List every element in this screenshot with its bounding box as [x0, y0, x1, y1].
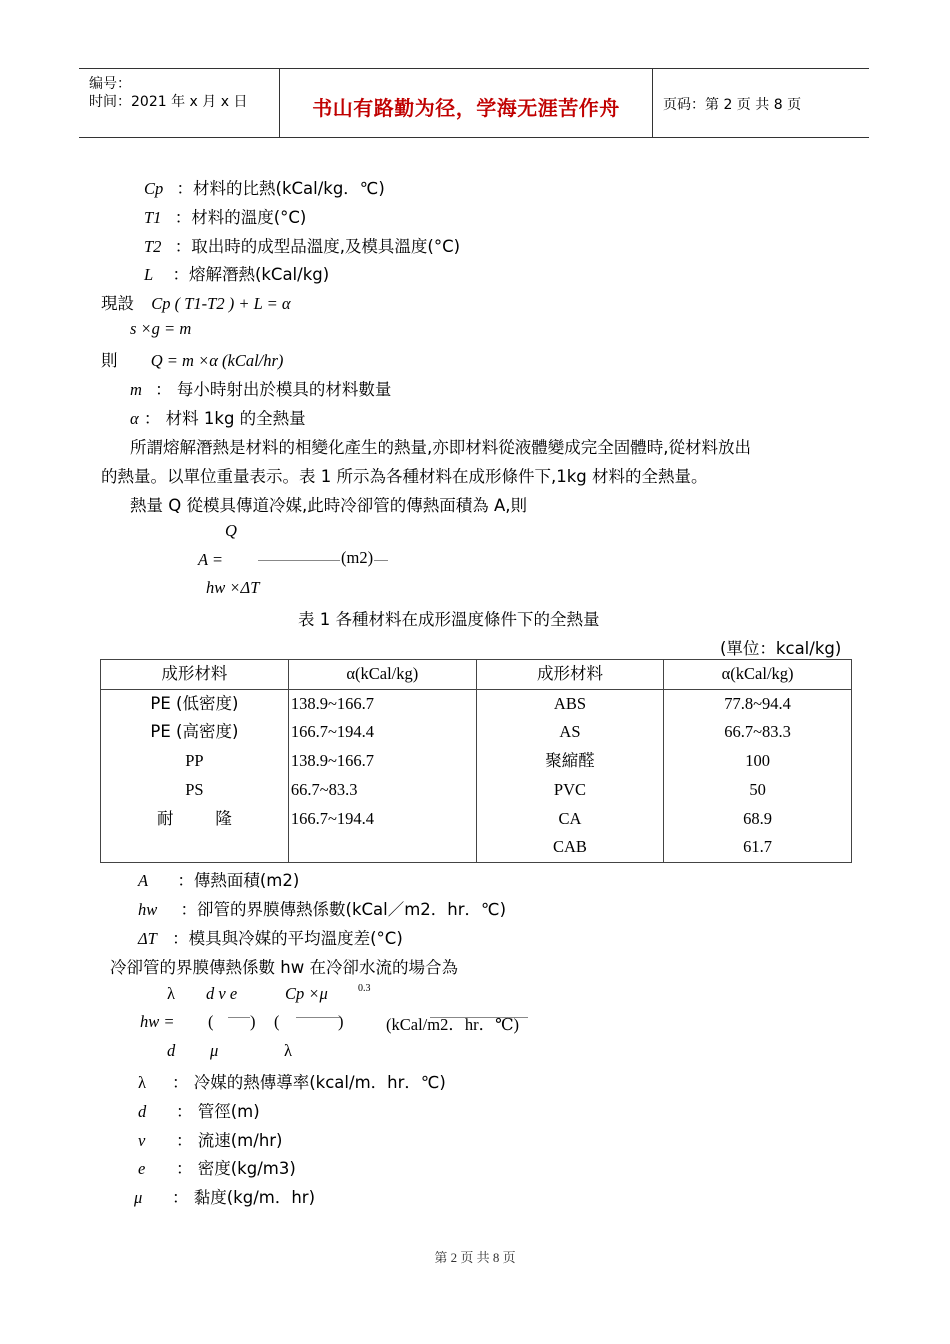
table-cell: PS: [101, 776, 289, 805]
table-row: [101, 805, 852, 834]
def-e: [138, 1155, 296, 1179]
def-hw: [138, 896, 506, 920]
def-symbol: ΔT: [138, 929, 157, 948]
page-header: [79, 68, 869, 138]
def-a: [138, 867, 299, 891]
heat-table: [100, 659, 852, 863]
formula-a-lhs: A =: [198, 550, 224, 569]
def-mu: [134, 1184, 315, 1208]
def-symbol: v: [138, 1131, 146, 1150]
table-cell: 聚縮醛: [476, 747, 663, 776]
def-symbol: T1: [144, 208, 162, 227]
column-header: 成形材料: [476, 660, 663, 690]
formula-h-lhs: hw =: [140, 1012, 175, 1031]
fraction-bar: [296, 1017, 340, 1018]
def-text: ： 冷媒的熱傳導率(kcal/m．hr．℃): [172, 1073, 446, 1092]
def-text: ： 管徑(m): [176, 1102, 260, 1121]
formula-a-denominator: hw ×ΔT: [206, 578, 260, 597]
def-cp: [144, 175, 385, 199]
def-text: ： 密度(kg/m3): [176, 1159, 296, 1178]
formula-h-dve: d v e: [206, 984, 238, 1003]
formula-h-unit: (kCal/m2．hr．℃): [386, 1015, 520, 1034]
table-cell: 68.9: [664, 805, 852, 834]
def-symbol: hw: [138, 900, 158, 919]
column-header: α(kCal/kg): [288, 660, 476, 690]
table-cell: ABS: [476, 689, 663, 718]
equation-lead: 現設: [101, 294, 134, 313]
def-t2: [144, 233, 460, 257]
def-symbol: T2: [144, 237, 162, 256]
paragraph-hw: 冷卻管的界膜傳熱係數 hw 在冷卻水流的場合為: [110, 958, 458, 977]
column-header: 成形材料: [101, 660, 289, 690]
paren: (: [274, 1012, 280, 1031]
table-unit: (單位：kcal/kg): [720, 639, 842, 658]
table-cell: CAB: [476, 833, 663, 862]
table-row: [101, 689, 852, 718]
paren: ): [250, 1012, 256, 1031]
paragraph-heat-transfer: 熱量 Q 從模具傳道冷媒,此時冷卻管的傳熱面積為 A,則: [130, 496, 527, 515]
table-cell: CA: [476, 805, 663, 834]
def-text: ：卻管的界膜傳熱係數(kCal／m2．hr．℃): [180, 900, 507, 919]
page-label: 页码：第 2 页 共 8 页: [663, 97, 802, 113]
table-cell: 77.8~94.4: [664, 689, 852, 718]
equation-expr: Cp ( T1-T2 ) + L = α: [151, 294, 291, 313]
header-motto-cell: [280, 69, 653, 137]
def-symbol: A: [138, 871, 149, 890]
motto: 书山有路勤为径，学海无涯苦作舟: [312, 96, 620, 120]
def-l: [144, 261, 329, 285]
header-page-cell: [653, 69, 869, 137]
def-text: ： 黏度(kg/m．hr): [172, 1188, 316, 1207]
def-symbol: m: [130, 380, 142, 399]
table-cell: 66.7~83.3: [664, 718, 852, 747]
def-symbol: Cp: [144, 179, 164, 198]
table-row: [101, 747, 852, 776]
paren: (: [208, 1012, 214, 1031]
table-caption: 表 1 各種材料在成形溫度條件下的全熱量: [298, 610, 600, 629]
table-cell: AS: [476, 718, 663, 747]
table-row: [101, 776, 852, 805]
table-cell: PP: [101, 747, 289, 776]
table-cell: [288, 833, 476, 862]
paragraph-latent-heat-line2: 的熱量。以單位重量表示。表 1 所示為各種材料在成形條件下,1kg 材料的全熱量。: [101, 467, 708, 486]
paren: ): [338, 1012, 344, 1031]
table-cell: 166.7~194.4: [288, 718, 476, 747]
table-cell: PVC: [476, 776, 663, 805]
equation-lead: 則: [101, 351, 118, 370]
table-header-row: [101, 660, 852, 690]
def-text: ：材料的溫度(°C): [174, 208, 307, 227]
def-text: ：材料的比熱(kCal/kg．℃): [176, 179, 385, 198]
def-delta-t: [138, 925, 403, 949]
def-v: [138, 1127, 283, 1151]
fraction-bar: [228, 1017, 250, 1018]
def-d: [138, 1098, 260, 1122]
equation-expr: Q = m ×α (kCal/hr): [150, 351, 284, 370]
table-cell: 61.7: [664, 833, 852, 862]
def-text: ： 每小時射出於模具的材料數量: [155, 380, 392, 399]
table-cell: 50: [664, 776, 852, 805]
equation-q: [101, 347, 283, 371]
table-row: [101, 833, 852, 862]
def-text: ： 材料 1kg 的全熱量: [143, 409, 306, 428]
def-text: ：傳熱面積(m2): [177, 871, 300, 890]
def-text: ：熔解潛熱(kCal/kg): [172, 265, 330, 284]
def-lambda: [138, 1069, 446, 1093]
formula-h-mu-bottom: μ: [210, 1041, 219, 1060]
table-cell: 138.9~166.7: [288, 689, 476, 718]
def-symbol: L: [144, 265, 154, 284]
equation-mass: [130, 319, 191, 339]
table-cell: 66.7~83.3: [288, 776, 476, 805]
def-symbol: d: [138, 1102, 147, 1121]
equation-alpha: [101, 290, 291, 314]
table-cell: [101, 833, 289, 862]
def-symbol: α: [130, 409, 139, 428]
formula-h-exponent: 0.3: [358, 983, 371, 994]
column-header: α(kCal/kg): [664, 660, 852, 690]
def-symbol: e: [138, 1159, 146, 1178]
def-symbol: λ: [138, 1073, 147, 1092]
table-row: [101, 718, 852, 747]
def-text: ：取出時的成型品溫度,及模具溫度(°C): [174, 237, 461, 256]
formula-h-cp-mu: Cp ×μ: [285, 984, 328, 1003]
header-meta: [79, 69, 280, 137]
formula-h-lambda-bottom: λ: [284, 1041, 293, 1060]
equation-expr: s ×g = m: [130, 319, 192, 338]
def-t1: [144, 204, 306, 228]
def-m: [130, 376, 391, 400]
table-cell: PE (低密度): [101, 689, 289, 718]
table-cell: 138.9~166.7: [288, 747, 476, 776]
formula-h-lambda-top: λ: [167, 984, 176, 1003]
def-symbol: μ: [134, 1188, 143, 1207]
table-cell: 耐 隆: [101, 805, 289, 834]
def-text: ： 流速(m/hr): [176, 1131, 283, 1150]
table-cell: PE (高密度): [101, 718, 289, 747]
number-label: 编号：: [89, 76, 131, 92]
def-alpha: [130, 405, 306, 429]
page-footer: 第 2 页 共 8 页: [434, 1250, 516, 1265]
formula-a-numerator: Q: [225, 521, 237, 540]
time-label: 时间：2021 年 x 月 x 日: [89, 94, 248, 110]
table-cell: 100: [664, 747, 852, 776]
table-cell: 166.7~194.4: [288, 805, 476, 834]
paragraph-latent-heat-line1: 所謂熔解潛熱是材料的相變化產生的熱量,亦即材料從液體變成完全固體時,從材料放出: [130, 438, 751, 457]
formula-a-unit: (m2): [341, 548, 374, 567]
formula-h-d-bottom: d: [167, 1041, 176, 1060]
def-text: ：模具與冷媒的平均溫度差(°C): [172, 929, 403, 948]
